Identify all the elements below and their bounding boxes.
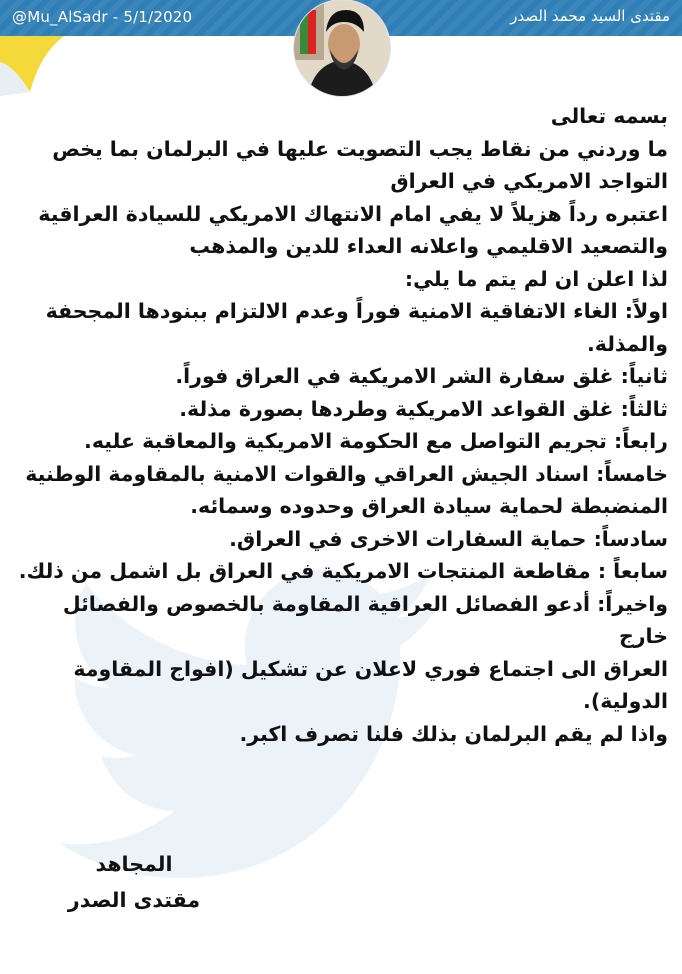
statement-line: اعتبره رداً هزيلاً لا يفي امام الانتهاك الامريكي للسيادة العراقية: [38, 201, 668, 226]
avatar: [294, 0, 390, 96]
statement-line: سابعاً : مقاطعة المنتجات الامريكية في العراق بل اشمل من ذلك.: [18, 559, 668, 583]
statement-line: ثالثاً: غلق القواعد الامريكية وطردها بصورة مذلة.: [179, 396, 668, 421]
statement-line: الدولية).: [583, 689, 668, 713]
signature-title: المجاهد: [95, 852, 173, 876]
statement-line: اولاً: الغاء الاتفاقية الامنية فوراً وعدم الالتزام ببنودها المجحفة: [45, 299, 668, 323]
statement-line: والتصعيد الاقليمي واعلانه العداء للدين والمذهب: [189, 234, 668, 258]
signature-name: مقتدى الصدر: [67, 888, 201, 912]
statement-line: واخيراً: أدعو الفصائل العراقية المقاومة بالخصوص والفصائل خارج: [62, 591, 668, 648]
statement-line: واذا لم يقم البرلمان بذلك فلنا تصرف اكبر.: [239, 721, 668, 746]
signature-block: [64, 846, 204, 918]
handle-date: @Mu_AlSadr - 5/1/2020: [12, 8, 193, 26]
statement-line: سادساً: حماية السفارات الاخرى في العراق.: [229, 526, 668, 551]
statement-line: ثانياً: غلق سفارة الشر الامريكية في العراق فوراً.: [175, 364, 668, 388]
author-name: مقتدى السيد محمد الصدر: [510, 7, 670, 25]
paper-curl-decoration: [0, 36, 64, 96]
statement-line: بسمه تعالى: [550, 104, 668, 128]
statement-line: لذا اعلن ان لم يتم ما يلي:: [404, 266, 668, 291]
statement-line: خامساً: اسناد الجيش العراقي والقوات الامنية بالمقاومة الوطنية: [25, 461, 668, 486]
statement-line: العراق الى اجتماع فوري لاعلان عن تشكيل (افواج المقاومة: [73, 656, 668, 681]
statement-line: ما وردني من نقاط يجب التصويت عليها في البرلمان بما يخص: [52, 136, 668, 161]
statement-line: والمذلة.: [587, 331, 668, 356]
statement-line: رابعاً: تجريم التواصل مع الحكومة الامريكية والمعاقبة عليه.: [84, 429, 668, 453]
portrait-icon: [294, 0, 390, 96]
statement-body: [16, 100, 668, 750]
statement-line: التواجد الامريكي في العراق: [390, 169, 668, 193]
statement-line: المنضبطة لحماية سيادة العراق وحدوده وسمائه.: [190, 494, 668, 518]
